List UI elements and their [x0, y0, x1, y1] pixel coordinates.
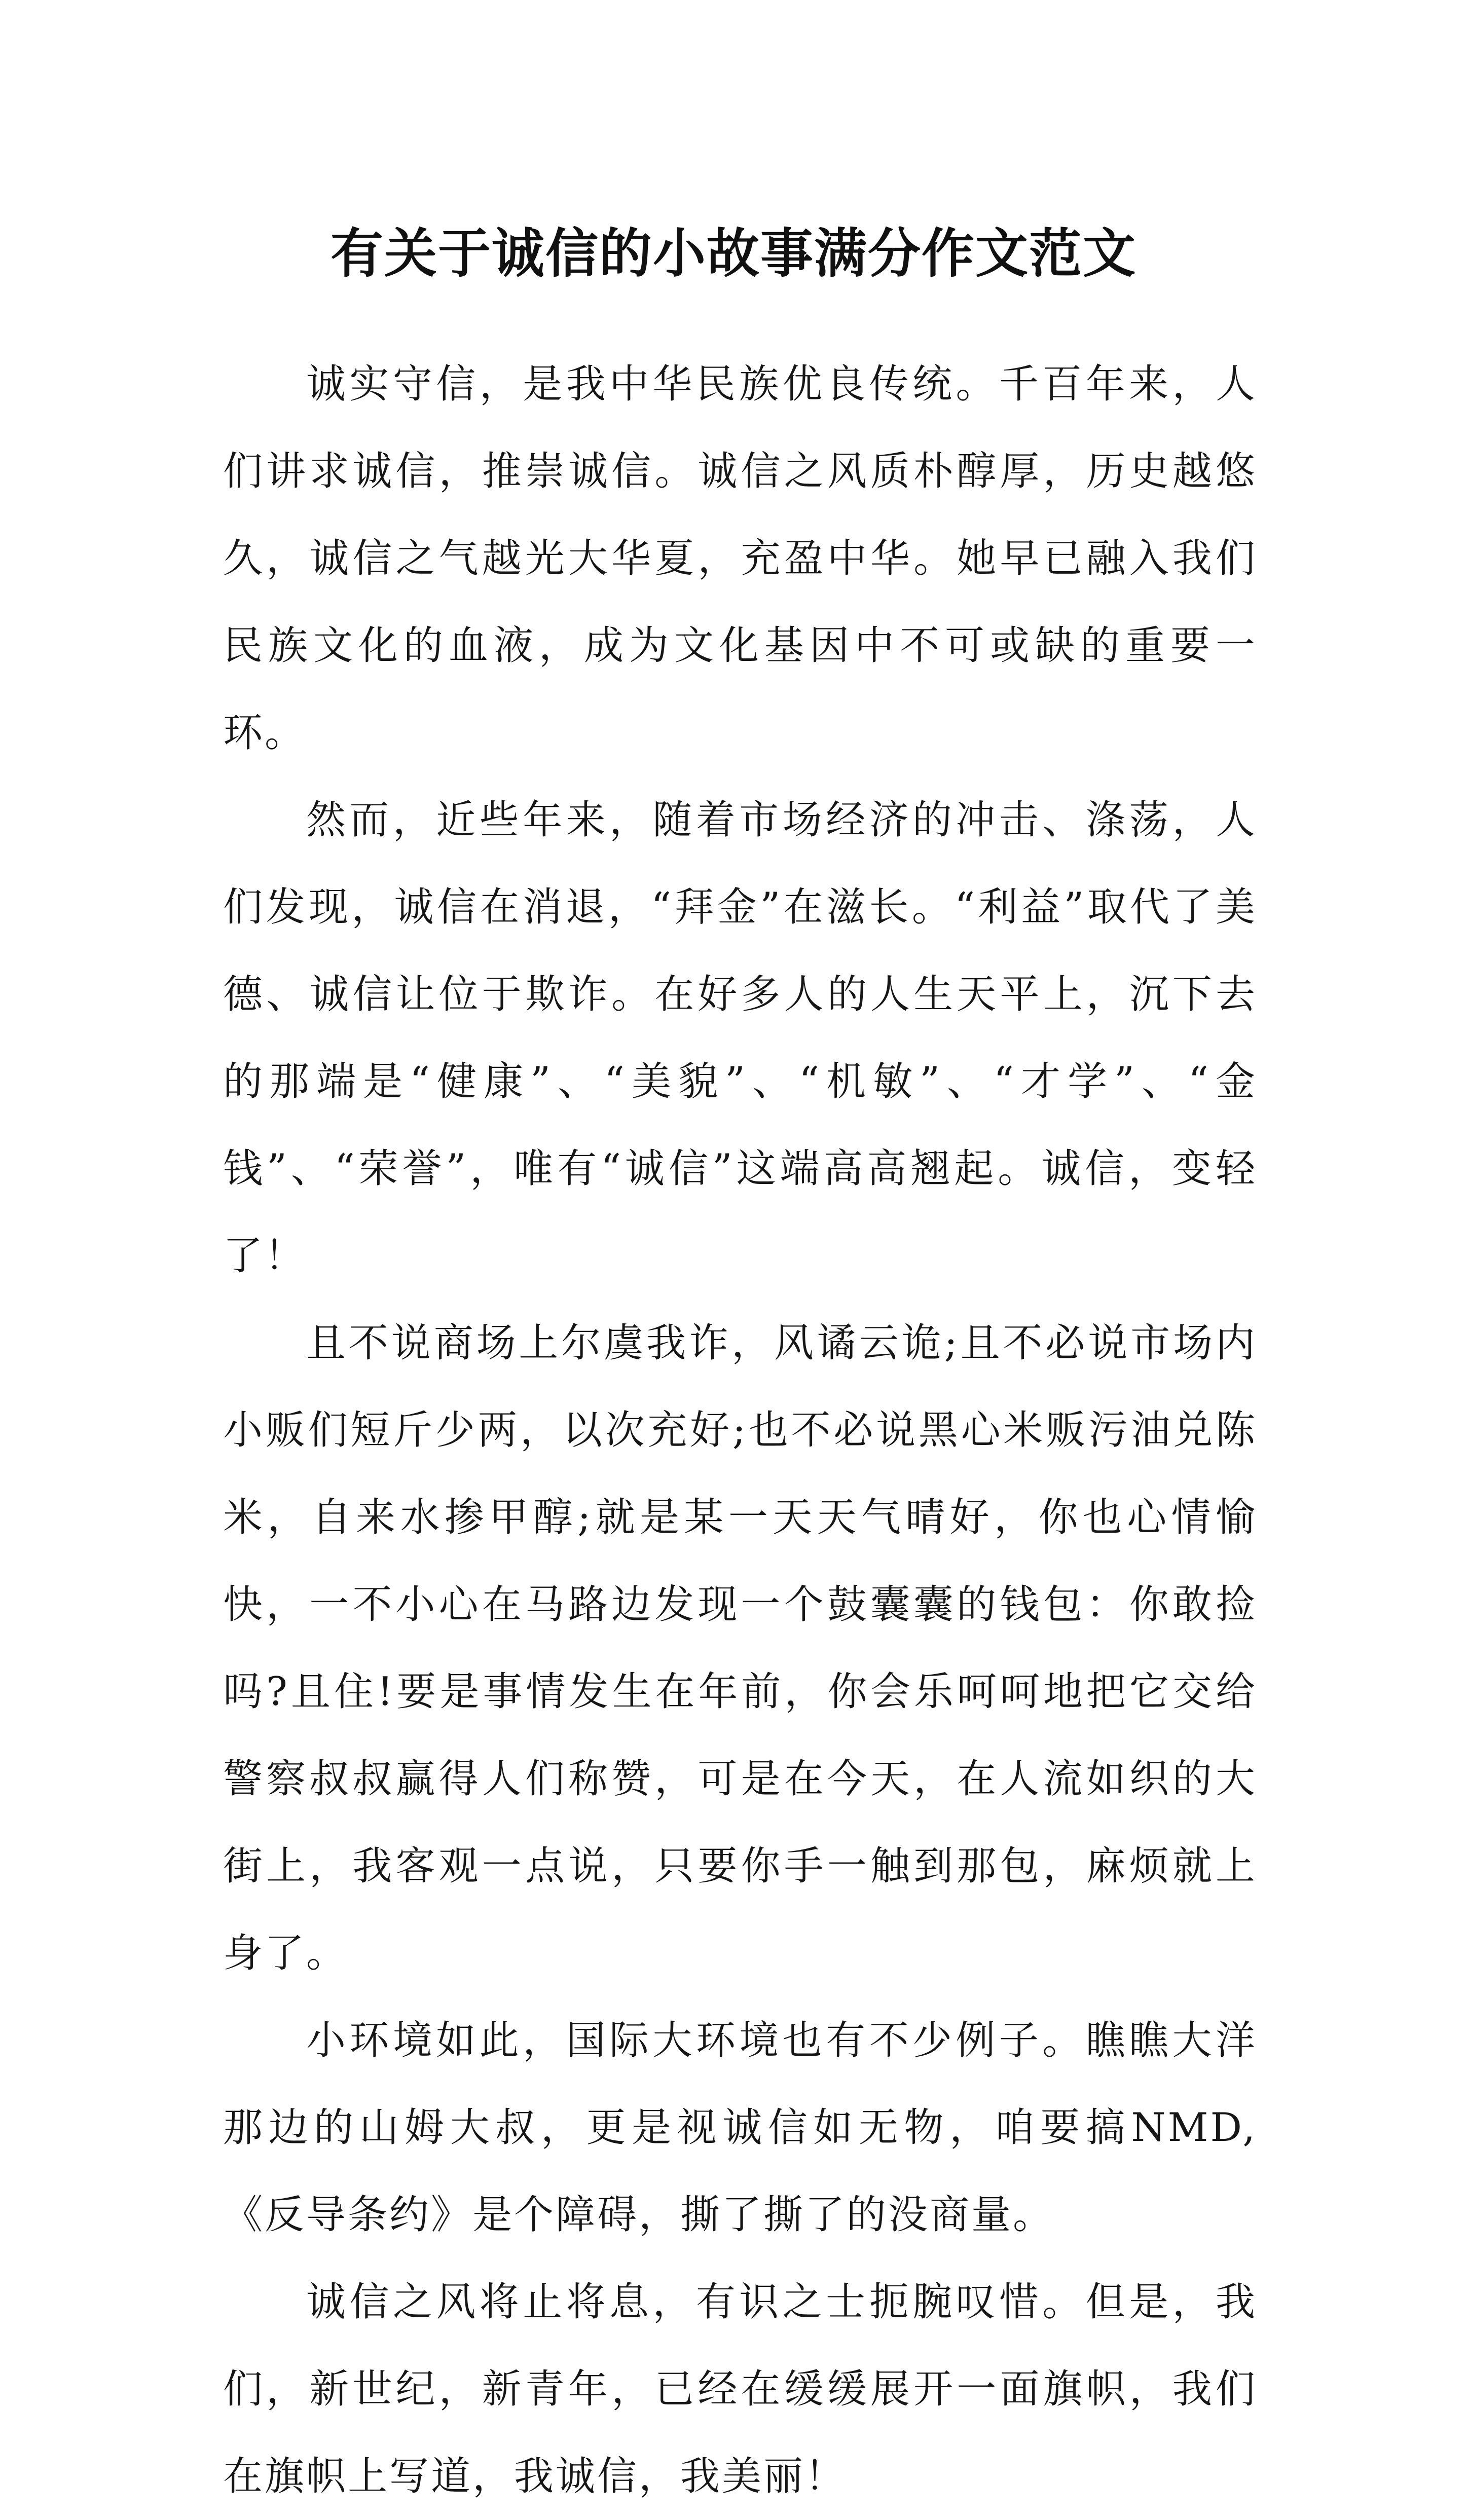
paragraph-2: 然而，近些年来，随着市场经济的冲击、涤荡，人们发现，诚信在消退，“拜金”在滋长。“利益”取代了美德、诚信让位于欺诈。在好多人的人生天平上，沉下去的那端是“健康”、“美貌”、“机敏”、“才学”、“金钱”、“荣誉”，唯有“诚信”这端高高翘起。诚信，变轻了！	[223, 797, 1257, 1279]
document-body	[223, 341, 1257, 2520]
paragraph-3: 且不说商场上尔虞我诈，风谲云诡;且不必说市场内小贩们短斤少两，以次充好;也不必说黑心米贩污油兑陈米，自来水掺甲醇;就是某一天天气晴好，你也心情愉快，一不小心在马路边发现一个鼓囊囊的钱包：你敢捡吗?且住!要是事情发生在年前，你会乐呵呵地把它交给警察叔叔赢得人们称赞，可是在今天，在人流如织的大街上，我客观一点说，只要你手一触到那包，麻烦就上身了。	[223, 1320, 1257, 1976]
paragraph-5: 诚信之风将止将息，有识之士扼腕叹惜。但是，我们，新世纪，新青年，已经在缓缓展开一面旗帜，我们在旗帜上写道，我诚信，我美丽！	[223, 2279, 1257, 2499]
paragraph-1: 诚实守信，是我中华民族优良传统。千百年来，人们讲求诚信，推崇诚信。诚信之风质朴醇厚，历史越悠久，诚信之气越光大华夏，充盈中华。她早已融入我们民族文化的血液，成为文化基因中不可或缺的重要一环。	[223, 361, 1257, 756]
paragraph-4: 小环境如此，国际大环境也有不少例子。瞧瞧大洋那边的山姆大叔，更是视诚信如无物，咱要搞NMD,《反导条约》是个障碍，撕了撕了的没商量。	[223, 2018, 1257, 2238]
document-title: 有关于诚信的小故事满分作文范文	[330, 222, 1136, 284]
